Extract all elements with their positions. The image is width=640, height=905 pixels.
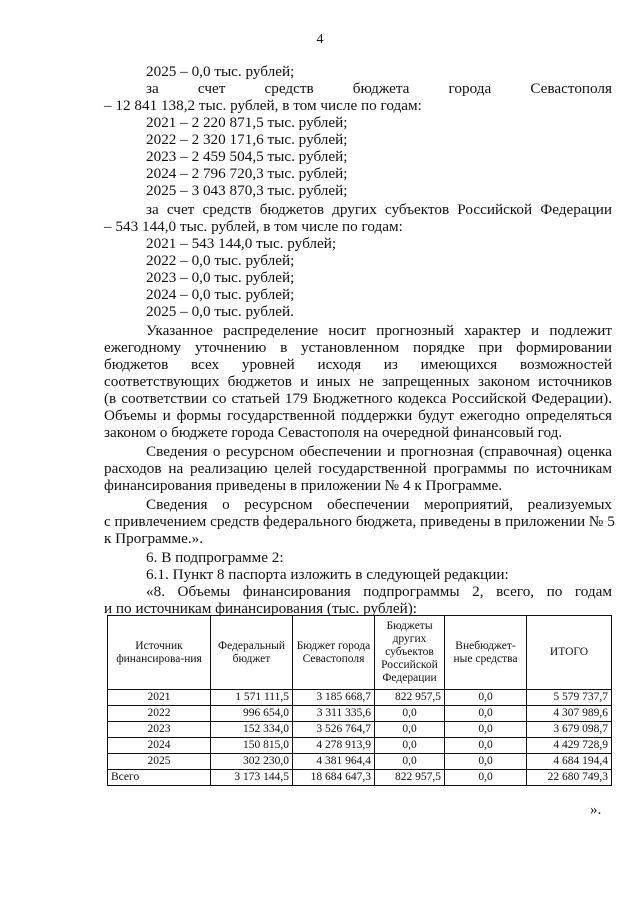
cell-federal: 996 654,0: [211, 706, 293, 722]
cell-city: 4 381 964,4: [293, 754, 375, 770]
cell-year: 2024: [108, 738, 211, 754]
closing-quote: ».: [590, 802, 602, 818]
header-other-subjects: Бюджеты других субъектов Российской Федерации: [375, 616, 445, 690]
text-line: за счет средств бюджетов других субъектов Российской Федерации: [146, 201, 612, 218]
cell-other-subjects: 0,0: [375, 706, 445, 722]
table-row-total: [108, 770, 612, 786]
cell-year: 2022: [108, 706, 211, 722]
table-row: [108, 706, 612, 722]
cell-extrabudgetary: 0,0: [445, 738, 527, 754]
text-line: 2025 – 0,0 тыс. рублей;: [146, 63, 295, 80]
cell-extrabudgetary: 0,0: [445, 722, 527, 738]
cell-city: 3 185 668,7: [293, 690, 375, 706]
cell-federal: 1 571 111,5: [211, 690, 293, 706]
text-line: 2024 – 2 796 720,3 тыс. рублей;: [146, 165, 348, 182]
cell-extrabudgetary: 0,0: [445, 770, 527, 786]
text-line: ежегодному уточнению в установленном порядке при формировании: [104, 339, 612, 356]
cell-total: 4 307 989,6: [527, 706, 612, 722]
text-line: финансирования приведены в приложении № 4 к Программе.: [104, 477, 502, 494]
cell-city: 3 526 764,7: [293, 722, 375, 738]
text-line: «8. Объемы финансирования подпрограммы 2, всего, по годам: [146, 583, 612, 600]
financing-table: [107, 615, 612, 786]
cell-city: 3 311 335,6: [293, 706, 375, 722]
text-line: законом о бюджете города Севастополя на очередной финансовый год.: [104, 424, 563, 441]
cell-total: 22 680 749,3: [527, 770, 612, 786]
text-line: и по источникам финансирования (тыс. рублей):: [104, 600, 418, 617]
text-line: Указанное распределение носит прогнозный характер и подлежит: [146, 322, 612, 339]
cell-city: 4 278 913,9: [293, 738, 375, 754]
cell-other-subjects: 0,0: [375, 754, 445, 770]
cell-extrabudgetary: 0,0: [445, 690, 527, 706]
text-line: с привлечением средств федерального бюджета, приведены в приложении № 5: [104, 513, 615, 530]
header-total: ИТОГО: [527, 616, 612, 690]
text-line: 2025 – 0,0 тыс. рублей.: [146, 303, 294, 320]
text-line: Сведения о ресурсном обеспечении мероприятий, реализуемых: [146, 496, 612, 513]
cell-year: 2021: [108, 690, 211, 706]
text-line: – 12 841 138,2 тыс. рублей, в том числе по годам:: [104, 97, 422, 114]
cell-year: Всего: [108, 770, 211, 786]
cell-federal: 3 173 144,5: [211, 770, 293, 786]
page-number: 4: [316, 32, 324, 47]
text-line: 2024 – 0,0 тыс. рублей;: [146, 286, 295, 303]
table-row: [108, 722, 612, 738]
table-row: [108, 738, 612, 754]
text-line: 2025 – 3 043 870,3 тыс. рублей;: [146, 182, 348, 199]
cell-extrabudgetary: 0,0: [445, 754, 527, 770]
text-line: – 543 144,0 тыс. рублей, в том числе по годам:: [104, 218, 403, 235]
text-line: за счет средств бюджета города Севастополя: [146, 80, 612, 97]
cell-other-subjects: 822 957,5: [375, 770, 445, 786]
header-federal: Федеральный бюджет: [211, 616, 293, 690]
text-line: 2021 – 543 144,0 тыс. рублей;: [146, 235, 337, 252]
header-extrabudgetary: Внебюджет-ные средства: [445, 616, 527, 690]
text-line: соответствующих бюджетов и иных не запрещенных законом источников: [104, 373, 612, 390]
text-line: 2022 – 0,0 тыс. рублей;: [146, 252, 295, 269]
cell-total: 4 684 194,4: [527, 754, 612, 770]
header-city: Бюджет города Севастополя: [293, 616, 375, 690]
text-line: к Программе.».: [104, 530, 204, 547]
text-line: Сведения о ресурсном обеспечении и прогнозная (справочная) оценка: [146, 443, 612, 460]
text-line: 2022 – 2 320 171,6 тыс. рублей;: [146, 131, 348, 148]
cell-federal: 150 815,0: [211, 738, 293, 754]
cell-extrabudgetary: 0,0: [445, 706, 527, 722]
cell-other-subjects: 0,0: [375, 738, 445, 754]
cell-other-subjects: 822 957,5: [375, 690, 445, 706]
cell-total: 4 429 728,9: [527, 738, 612, 754]
text-line: (в соответствии со статьей 179 Бюджетного кодекса Российской Федерации).: [104, 390, 612, 407]
text-line: Объемы и формы государственной поддержки будут ежегодно определяться: [104, 407, 612, 424]
cell-city: 18 684 647,3: [293, 770, 375, 786]
cell-year: 2023: [108, 722, 211, 738]
cell-other-subjects: 0,0: [375, 722, 445, 738]
table-row: [108, 754, 612, 770]
text-line: бюджетов всех уровней исходя из имеющихся возможностей: [104, 356, 612, 373]
cell-total: 5 579 737,7: [527, 690, 612, 706]
cell-total: 3 679 098,7: [527, 722, 612, 738]
text-line: 2023 – 0,0 тыс. рублей;: [146, 269, 295, 286]
table-row: [108, 690, 612, 706]
text-line: 6.1. Пункт 8 паспорта изложить в следующей редакции:: [146, 566, 509, 583]
text-line: расходов на реализацию целей государственной программы по источникам: [104, 460, 612, 477]
header-source: Источник финансирова-ния: [108, 616, 211, 690]
cell-federal: 152 334,0: [211, 722, 293, 738]
cell-federal: 302 230,0: [211, 754, 293, 770]
text-line: 6. В подпрограмме 2:: [146, 549, 284, 566]
text-line: 2021 – 2 220 871,5 тыс. рублей;: [146, 114, 348, 131]
text-line: 2023 – 2 459 504,5 тыс. рублей;: [146, 148, 348, 165]
cell-year: 2025: [108, 754, 211, 770]
table-header-row: [108, 616, 612, 690]
